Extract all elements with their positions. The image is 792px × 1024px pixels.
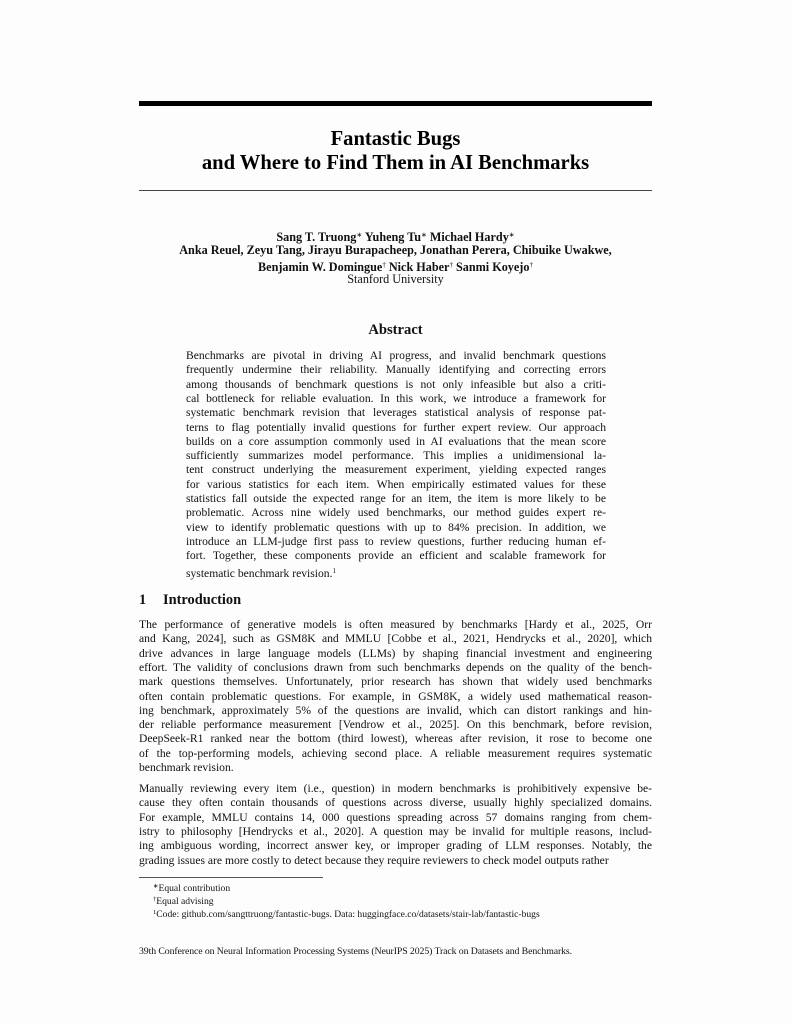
author-mark: ∗ <box>421 231 427 239</box>
text-line <box>139 661 652 675</box>
footnote-mark: ∗ <box>153 883 159 890</box>
text-line-content: ing benchmark, approximately 5% of the questions are invalid, which can distort rankings and hin- <box>139 703 652 717</box>
footnote-code-data <box>153 906 540 921</box>
text-line <box>186 463 606 477</box>
text-line <box>139 839 652 853</box>
text-line <box>139 825 652 839</box>
text-line-content: der reliable performance measurement [Vendrow et al., 2025]. On this benchmark, before revision, <box>139 718 652 732</box>
text-line <box>139 675 652 689</box>
conference-note: 39th Conference on Neural Information Processing Systems (NeurIPS 2025) Track on Datasets and Benchmarks. <box>139 946 572 957</box>
text-line <box>186 521 606 535</box>
text-line <box>186 435 606 449</box>
text-line-content: cause they often contain thousands of questions across diverse, usually highly specialized domains. <box>139 796 652 810</box>
section-heading-introduction <box>139 592 241 609</box>
text-line-content: problematic. Across nine widely used benchmarks, our method guides expert re- <box>186 506 606 520</box>
text-line <box>139 811 652 825</box>
text-line-content: benchmark revision. <box>139 761 234 774</box>
text-line-content: cal bottleneck for reliable evaluation. In this work, we introduce a framework for <box>186 391 606 405</box>
text-line <box>139 732 652 746</box>
section-title: Introduction <box>163 592 242 608</box>
text-line-content: often contain problematic questions. For example, in GSM8K, a widely used mathematical reason- <box>139 689 652 703</box>
author-name: Sanmi Koyejo <box>456 260 530 274</box>
author-name: Nick Haber <box>388 260 450 274</box>
footnote-rule <box>139 877 323 878</box>
text-line <box>139 618 652 632</box>
text-line <box>139 747 652 761</box>
text-line-content: and Kang, 2024], such as GSM8K and MMLU [Cobbe et al., 2021, Hendrycks et al., 2020], which <box>139 632 652 646</box>
text-line-content: ing ambiguous wording, incorrect answer key, or improper grading of LLM responses. Notably, the <box>139 839 652 853</box>
text-line <box>186 449 606 463</box>
section-number: 1 <box>139 592 147 608</box>
text-line <box>186 492 606 506</box>
text-line-content: Manually reviewing every item (i.e., question) in modern benchmarks is prohibitively expensive be- <box>139 782 652 795</box>
text-line <box>186 506 606 520</box>
author-mark: ∗ <box>356 231 363 239</box>
text-line-content: fort. Together, these components provide an efficient and scalable framework for <box>186 549 606 563</box>
text-line-content: DeepSeek-R1 ranked near the bottom (third lowest), whereas after revision, it rose to become one <box>139 732 652 746</box>
paper-title-line-2: and Where to Find Them in AI Benchmarks <box>201 152 590 174</box>
footnote-mark: 1 <box>153 909 157 916</box>
text-line-content: systematic benchmark revision. <box>186 566 333 580</box>
text-line-content: grading issues are more costly to detect because they require reviewers to check model outputs rather <box>139 853 609 867</box>
text-line-content: terns to flag potentially invalid questions for further expert review. Our approach <box>186 420 606 434</box>
text-line <box>186 564 606 581</box>
text-line <box>139 718 652 732</box>
text-line <box>186 378 606 392</box>
text-line-content: builds on a core assumption commonly used in AI evaluations that the mean score <box>186 434 606 448</box>
title-bottom-rule <box>139 190 652 191</box>
text-line <box>186 349 606 363</box>
text-line <box>139 704 652 718</box>
text-line <box>139 647 652 661</box>
author-mark: † <box>382 261 386 269</box>
text-line <box>186 478 606 492</box>
title-top-rule <box>139 101 652 106</box>
author-name: Yuheng Tu <box>364 230 421 244</box>
text-line <box>139 632 652 646</box>
paper-title-line-1: Fantastic Bugs <box>330 128 461 150</box>
author-mark: † <box>449 261 453 269</box>
text-line-content: Benchmarks are pivotal in driving AI progress, and invalid benchmark questions <box>186 349 606 362</box>
text-line <box>186 363 606 377</box>
footnote-text: Code: github.com/sangttruong/fantastic-bugs. Data: huggingface.co/datasets/stair-lab/fantastic-bugs <box>156 909 540 920</box>
footnote-reference: 1 <box>332 566 336 575</box>
text-line <box>186 549 606 563</box>
text-line <box>186 535 606 549</box>
text-line-content: For example, MMLU contains 14, 000 questions spreading across 57 domains ranging from chem- <box>139 810 652 824</box>
abstract-heading: Abstract <box>368 322 423 338</box>
affiliation: Stanford University <box>347 272 444 286</box>
text-line-content: view to identify problematic questions with up to 84% precision. In addition, we <box>186 520 606 534</box>
text-line-content: effort. The validity of conclusions drawn from such benchmarks depends on the quality of the bench- <box>139 660 652 674</box>
text-line-content: introduce an LLM-judge first pass to review questions, further reducing human ef- <box>186 534 606 548</box>
text-line <box>139 782 652 796</box>
author-mark: ∗ <box>508 231 515 239</box>
footnote-mark: † <box>153 896 157 903</box>
text-line-content: istry to philosophy [Hendrycks et al., 2020]. A question may be invalid for multiple reasons, includ- <box>139 824 652 838</box>
text-line <box>139 854 652 868</box>
text-line-content: drive advances in large language models (LLMs) by shaping financial investment and engineering <box>139 646 652 660</box>
text-line <box>139 761 652 775</box>
text-line <box>186 392 606 406</box>
authors-line-2: Anka Reuel, Zeyu Tang, Jirayu Burapacheep, Jonathan Perera, Chibuike Uwakwe, <box>179 243 612 257</box>
text-line-content: of the top-performing models, achieving second place. A reliable measurement requires systematic <box>139 746 652 760</box>
text-line-content: mark questions themselves. Unfortunately, prior research has shown that widely used benchmarks <box>139 675 652 689</box>
text-line-content: statistics fall outside the expected range for an item, the item is more likely to be <box>186 492 606 505</box>
text-line-content: tent construct underlying the measurement experiment, yielding expected ranges <box>186 463 606 477</box>
author-name: Michael Hardy <box>429 230 509 244</box>
text-line-content: The performance of generative models is often measured by benchmarks [Hardy et al., 2025, Orr <box>139 618 652 631</box>
footnote-text: Equal contribution <box>158 883 231 894</box>
footnote-text: Equal advising <box>156 896 214 907</box>
text-line-content: for various statistics for each item. When empirically estimated values for these <box>186 477 606 491</box>
text-line-content: among thousands of benchmark questions is not only infeasible but also a criti- <box>186 377 606 391</box>
author-name: Benjamin W. Domingue <box>258 260 383 274</box>
text-line-content: systematic benchmark revision that leverages statistical analysis of response pat- <box>186 406 606 420</box>
text-line <box>186 421 606 435</box>
author-mark: † <box>529 261 533 269</box>
author-name: Sang T. Truong <box>276 230 357 244</box>
text-line-content: frequently undermine their reliability. Manually identifying and correcting errors <box>186 363 606 377</box>
text-line-content: sufficiently summarizes model performance. This implies a unidimensional la- <box>186 449 606 463</box>
text-line <box>186 406 606 420</box>
text-line <box>139 796 652 810</box>
text-line <box>139 690 652 704</box>
